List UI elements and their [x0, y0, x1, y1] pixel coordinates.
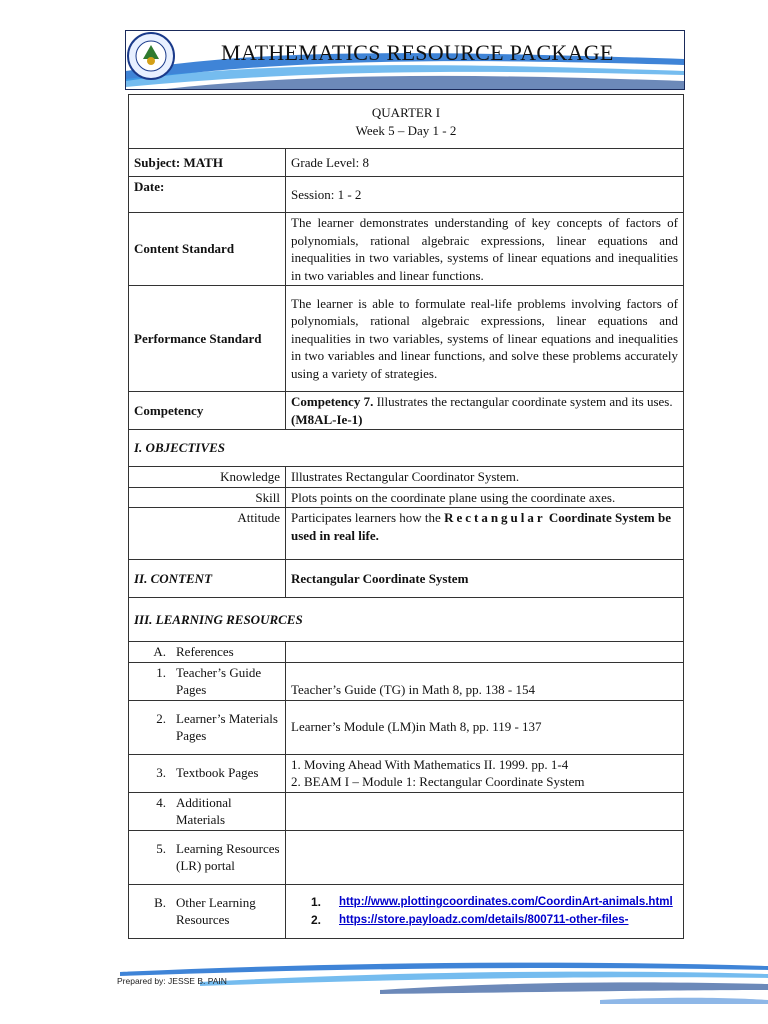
performance-standard-text: The learner is able to formulate real-life problems involving factors of polynomials, rational algebraic expressions, linear equations and inequalities in two variables, systems of linear equations and inequalities in two variables and linear functions, and solve these problems accurately using a variety of strategies. — [286, 286, 684, 392]
knowledge-label: Knowledge — [129, 467, 286, 488]
deped-seal-icon — [126, 31, 176, 81]
performance-standard-label: Performance Standard — [129, 286, 286, 392]
content-heading: II. CONTENT — [129, 560, 286, 598]
other-resources-links: 1. http://www.plottingcoordinates.com/CoordinArt-animals.html 2. https://store.payloadz.com/details/800711-other-files- — [286, 884, 684, 938]
grade-level: Grade Level: 8 — [286, 149, 684, 177]
plotting-coordinates-link[interactable]: http://www.plottingcoordinates.com/CoordinArt-animals.html — [339, 896, 673, 908]
page-title: MATHEMATICS RESOURCE PACKAGE — [221, 40, 614, 65]
competency-label: Competency — [129, 392, 286, 430]
skill-text: Plots points on the coordinate plane using the coordinate axes. — [286, 487, 684, 508]
textbook-text: 1. Moving Ahead With Mathematics II. 1999. pp. 1-4 2. BEAM I – Module 1: Rectangular Coordinate System — [286, 754, 684, 792]
objectives-heading: I. OBJECTIVES — [129, 430, 684, 467]
session-label: Session: 1 - 2 — [286, 177, 684, 213]
teachers-guide-label: 1. Teacher’s Guide Pages — [129, 662, 286, 700]
quarter-cell — [129, 95, 684, 149]
header-banner — [125, 30, 685, 90]
learners-materials-text: Learner’s Module (LM)in Math 8, pp. 119 - 137 — [286, 700, 684, 754]
attitude-text: Participates learners how the Rectangular Coordinate System be used in real life. — [286, 508, 684, 560]
additional-materials-label: 4. Additional Materials — [129, 792, 286, 830]
competency-text: Competency 7. Illustrates the rectangular coordinate system and its uses. (M8AL-Ie-1) — [286, 392, 684, 430]
quarter-label: QUARTER I — [371, 105, 441, 120]
attitude-label: Attitude — [129, 508, 286, 560]
teachers-guide-text: Teacher’s Guide (TG) in Math 8, pp. 138 - 154 — [286, 662, 684, 700]
content-standard-text: The learner demonstrates understanding of key concepts of factors of polynomials, rational algebraic expressions, linear equations and inequalities in two variables, systems of linear equations and inequalities in two variables and linear functions. — [286, 213, 684, 286]
payloadz-link[interactable]: https://store.payloadz.com/details/800711-other-files- — [339, 914, 629, 926]
skill-label: Skill — [129, 487, 286, 508]
lesson-plan-table — [128, 94, 684, 939]
learners-materials-label: 2. Learner’s Materials Pages — [129, 700, 286, 754]
references-row: A. References — [129, 642, 286, 663]
footer-swoosh — [0, 960, 768, 1010]
content-standard-label: Content Standard — [129, 213, 286, 286]
knowledge-text: Illustrates Rectangular Coordinator System. — [286, 467, 684, 488]
subject-label: Subject: MATH — [129, 149, 286, 177]
learning-resources-heading: III. LEARNING RESOURCES — [129, 598, 684, 642]
textbook-label: 3. Textbook Pages — [129, 754, 286, 792]
date-label: Date: — [129, 177, 286, 213]
content-text: Rectangular Coordinate System — [286, 560, 684, 598]
week-label: Week 5 – Day 1 - 2 — [355, 122, 457, 138]
lr-portal-label: 5. Learning Resources (LR) portal — [129, 830, 286, 884]
other-resources-label: B. Other Learning Resources — [129, 884, 286, 938]
prepared-by: Prepared by: JESSE B. PAIN — [117, 976, 227, 986]
